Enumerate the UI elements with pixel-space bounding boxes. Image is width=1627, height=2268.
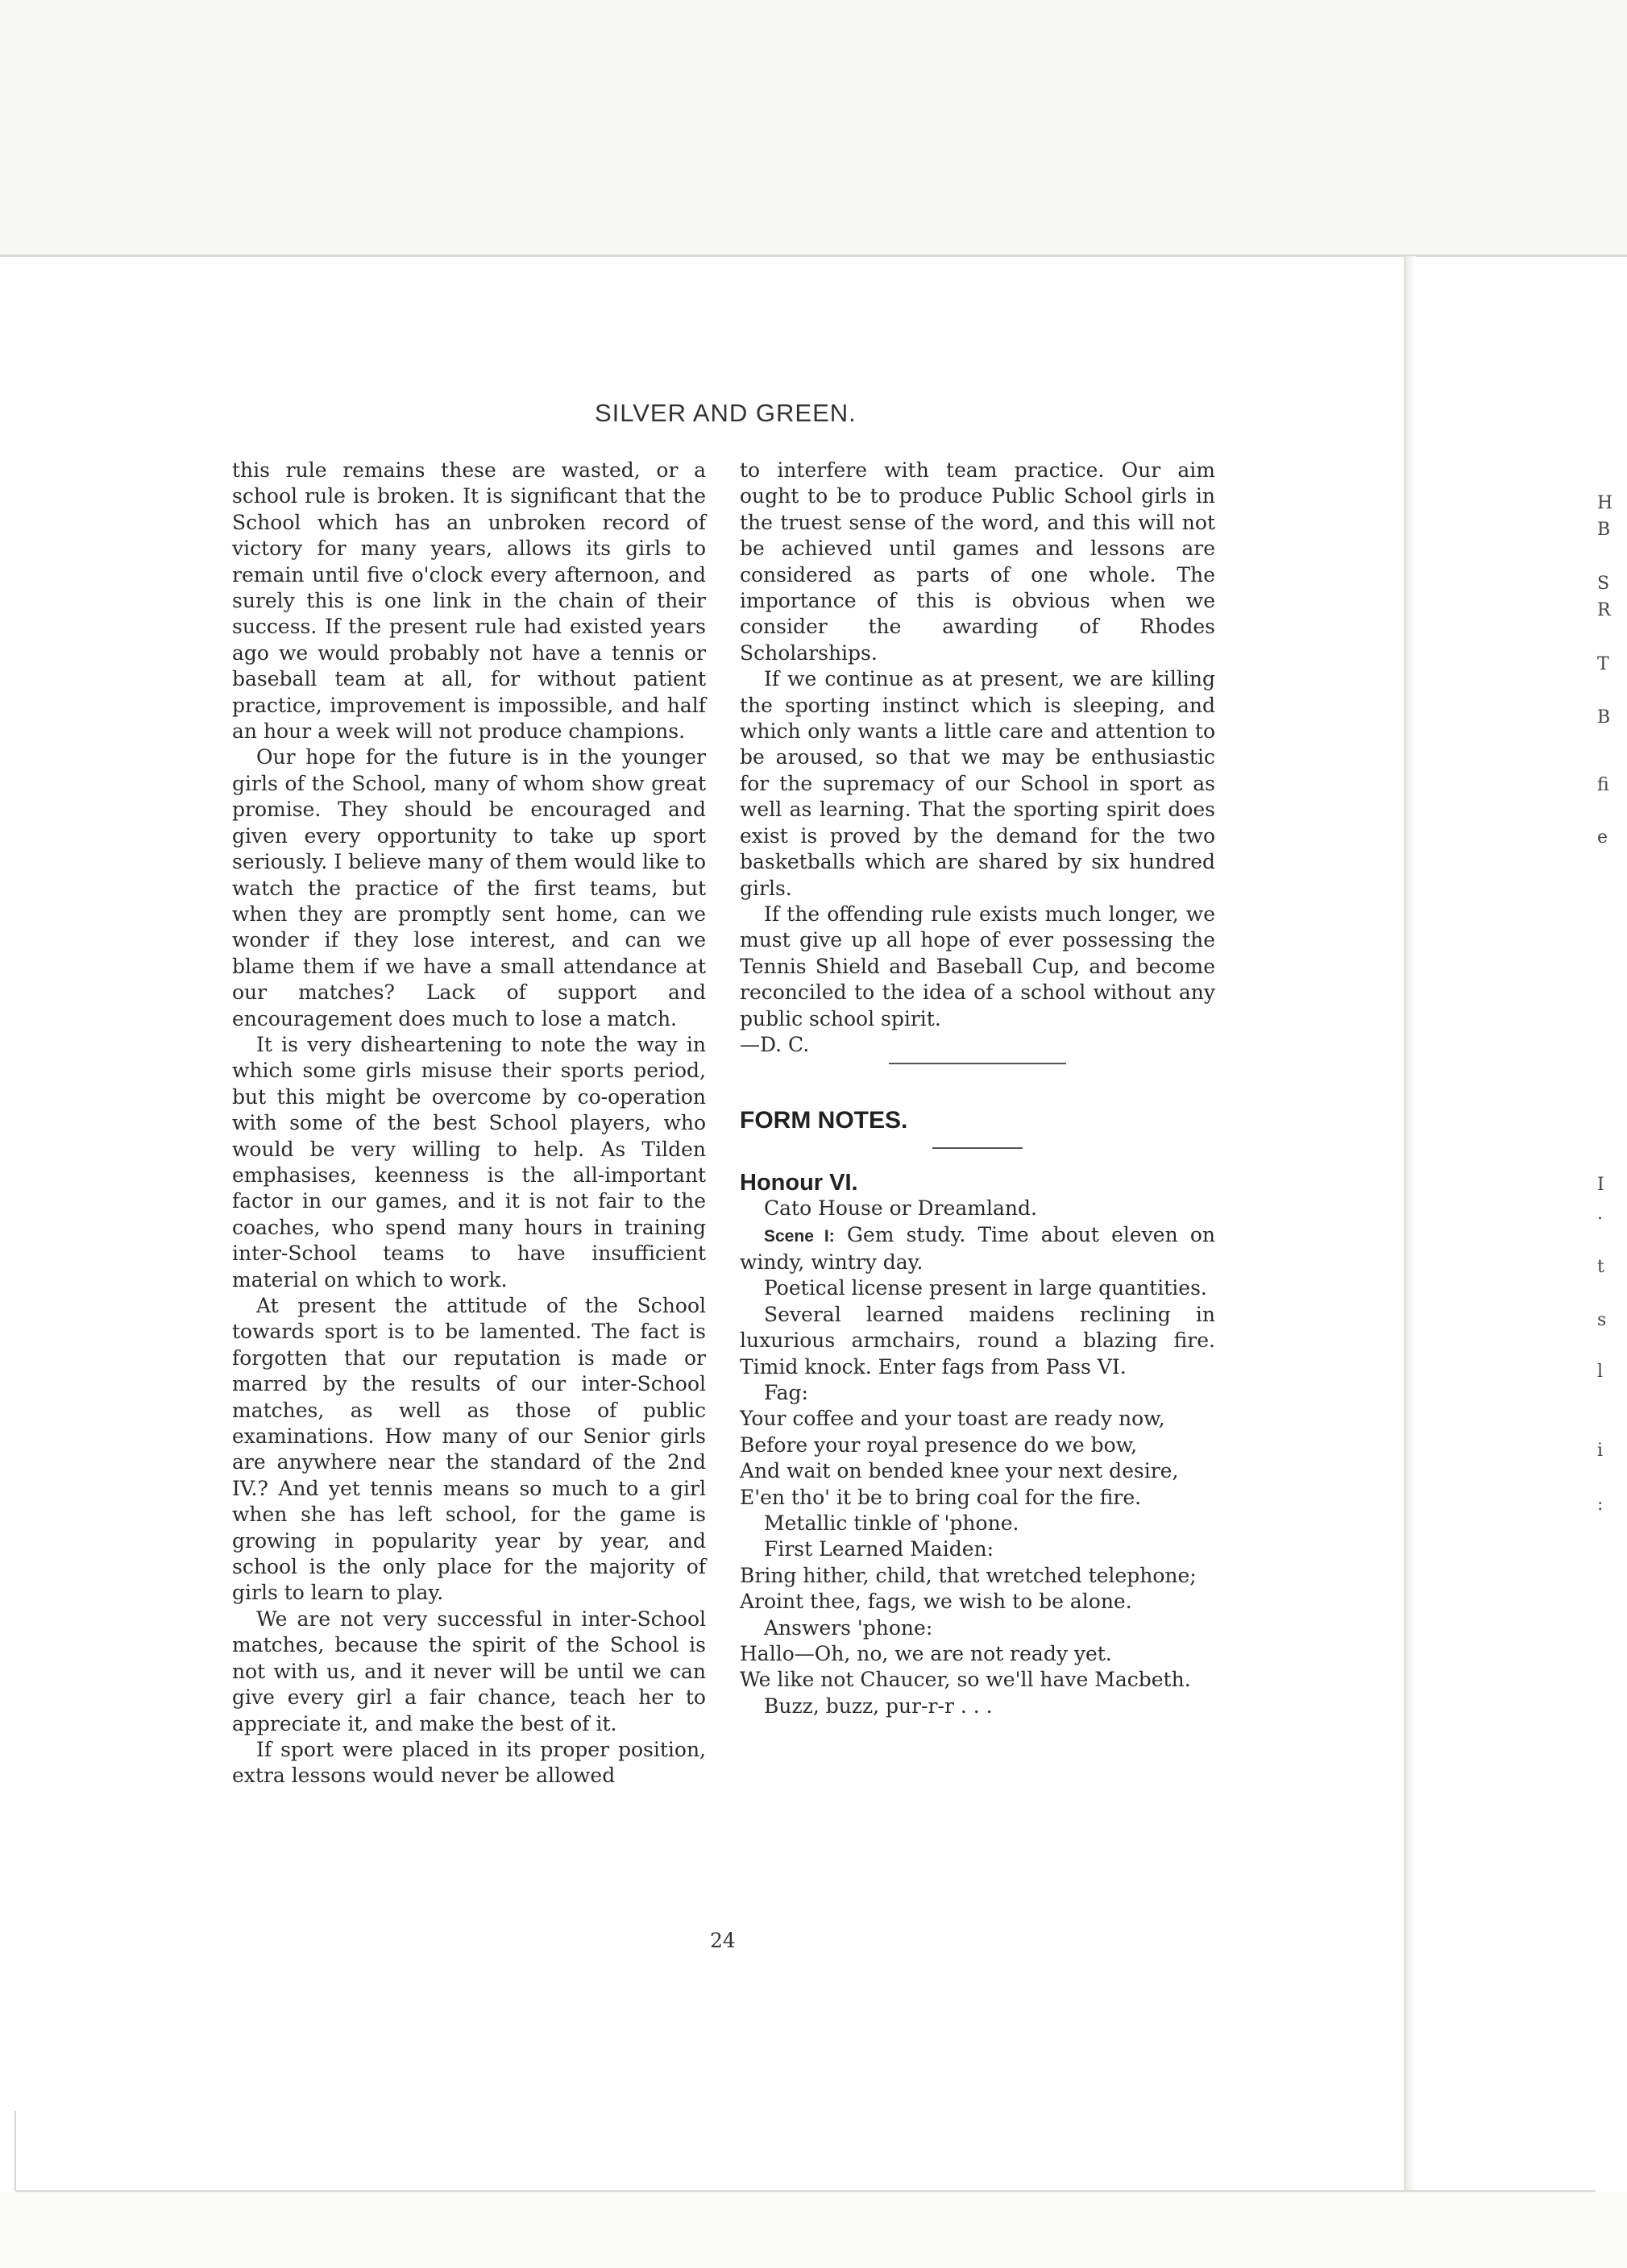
section-divider (889, 1063, 1066, 1064)
stage-direction: Several learned maidens reclining in luxurious armchairs, round a blazing fire. Timid knock. Enter fags from Pass VI. (740, 1302, 1215, 1379)
paragraph: If the offending rule exists much longer, we must give up all hope of ever possessing the Tennis Shield and Baseball Cup, and become reconciled to the idea of a school without any public school spirit. (740, 902, 1215, 1030)
left-column (232, 458, 706, 1789)
adjacent-page-letter: R (1597, 600, 1611, 620)
adjacent-page-letter: : (1597, 1495, 1604, 1515)
paragraph: Our hope for the future is in the younger girls of the School, many of whom show great promise. They should be encouraged and given every opportunity to take up sport seriously. I believe many of them would like to watch the practice of the first teams, but when they are promptly sent home, can we wonder if they lose interest, and can we blame them if we have a small attendance at our matches? Lack of support and encouragement does much to lose a match. (232, 745, 706, 1030)
page-left-edge (15, 2111, 16, 2191)
subsection-title: Honour VI. (740, 1169, 858, 1196)
paragraph: It is very disheartening to note the way in which some girls misuse their sports period, but this might be overcome by co-operation with some of the best School players, who would be very willing to help. As Tilden emphasises, keenness is the all-important factor in our games, and it is not fair to the coaches, who spend many hours in training inter-School teams to have insufficient material on which to work. (232, 1032, 706, 1292)
scene-text: Gem study. Time about eleven on windy, wintry day. (740, 1222, 1215, 1274)
scan-top-margin (0, 0, 1627, 256)
speaker-name: Fag: (764, 1381, 808, 1404)
paragraph: At present the attitude of the School towards sport is to be lamented. The fact is forgotten that our reputation is made or marred by the results of our inter-School matches, as well as those of public examinations. How many of our Senior girls are anywhere near the standard of the 2nd IV.? And yet tennis means so much to a girl when she has left school, for the game is growing in popularity year by year, and school is the only place for the majority of girls to learn to play. (232, 1294, 706, 1605)
scene-line (740, 1222, 1215, 1276)
adjacent-page-letter: i (1597, 1441, 1604, 1461)
adjacent-page-letter: s (1597, 1310, 1607, 1330)
paragraph: this rule remains these are wasted, or a school rule is broken. It is significant that the School which has an unbroken record of victory for many years, allows its girls to remain until five o'clock every afternoon, and surely this is one link in the chain of their success. If the present rule had existed years ago we would probably not have a tennis or baseball team at all, for without patient practice, improvement is impossible, and half an hour a week will not produce champions. (232, 458, 706, 744)
author-signature: —D. C. (740, 1032, 810, 1056)
scene-label: Scene I: (764, 1226, 835, 1246)
verse-line: Before your royal presence do we bow, (740, 1433, 1138, 1457)
speaker-name: First Learned Maiden: (764, 1537, 994, 1561)
paragraph: We are not very successful in inter-School matches, because the spirit of the School is not with us, and it never will be until we can give every girl a fair chance, teach her to appreciate it, and make the best of it. (232, 1607, 706, 1735)
speaker-name: Answers 'phone: (764, 1615, 933, 1640)
running-head: SILVER AND GREEN. (595, 399, 857, 427)
scan-bottom-margin (0, 2192, 1627, 2268)
page-top-edge (0, 255, 1627, 257)
verse-line: Your coffee and your toast are ready now, (740, 1407, 1165, 1431)
heading-divider (932, 1147, 1023, 1149)
adjacent-page-letter: T (1597, 654, 1609, 674)
verse-line: Bring hither, child, that wretched telephone; (740, 1563, 1197, 1587)
adjacent-page-letter: fi (1597, 775, 1609, 795)
verse-line: And wait on bended knee your next desire, (740, 1459, 1179, 1483)
right-column (740, 458, 1215, 1719)
page-number: 24 (710, 1929, 736, 1952)
setting-line: Cato House or Dreamland. (764, 1196, 1037, 1221)
adjacent-page-letter: I (1597, 1175, 1604, 1195)
adjacent-page-letter: e (1597, 827, 1608, 848)
page-fold-shadow (1406, 256, 1416, 2190)
adjacent-page-letter: . (1597, 1204, 1603, 1224)
paragraph: If we continue as at present, we are killing the sporting instinct which is sleeping, and which only wants a little care and attention to be aroused, so that we may be enthusiastic for the supremacy of our School in sport as well as learning. That the sporting spirit does exist is proved by the demand for the two basketballs which are shared by six hundred girls. (740, 667, 1215, 900)
adjacent-page-letter: B (1597, 520, 1611, 540)
stage-direction: Poetical license present in large quantities. (764, 1276, 1207, 1300)
paragraph: If sport were placed in its proper position, extra lessons would never be allowed (232, 1737, 706, 1788)
adjacent-page-letter: B (1597, 707, 1611, 728)
adjacent-page-letter: S (1597, 574, 1610, 594)
adjacent-page-letter: l (1597, 1362, 1604, 1382)
stage-direction: Metallic tinkle of 'phone. (764, 1511, 1019, 1536)
stage-direction: Buzz, buzz, pur-r-r . . . (764, 1694, 993, 1718)
adjacent-page-letter: t (1597, 1257, 1604, 1277)
paragraph: to interfere with team practice. Our aim ought to be to produce Public School girls in the truest sense of the word, and this will not be achieved until games and lessons are considered as parts of one whole. The importance of this is obvious when we consider the awarding of Rhodes Scholarships. (740, 458, 1215, 665)
verse-line: Aroint thee, fags, we wish to be alone. (740, 1590, 1132, 1614)
verse-line: We like not Chaucer, so we'll have Macbeth. (740, 1668, 1191, 1692)
verse-line: Hallo—Oh, no, we are not ready yet. (740, 1642, 1112, 1666)
adjacent-page-letter: H (1597, 493, 1613, 513)
section-title: FORM NOTES. (740, 1107, 908, 1134)
verse-line: E'en tho' it be to bring coal for the fire. (740, 1485, 1142, 1509)
